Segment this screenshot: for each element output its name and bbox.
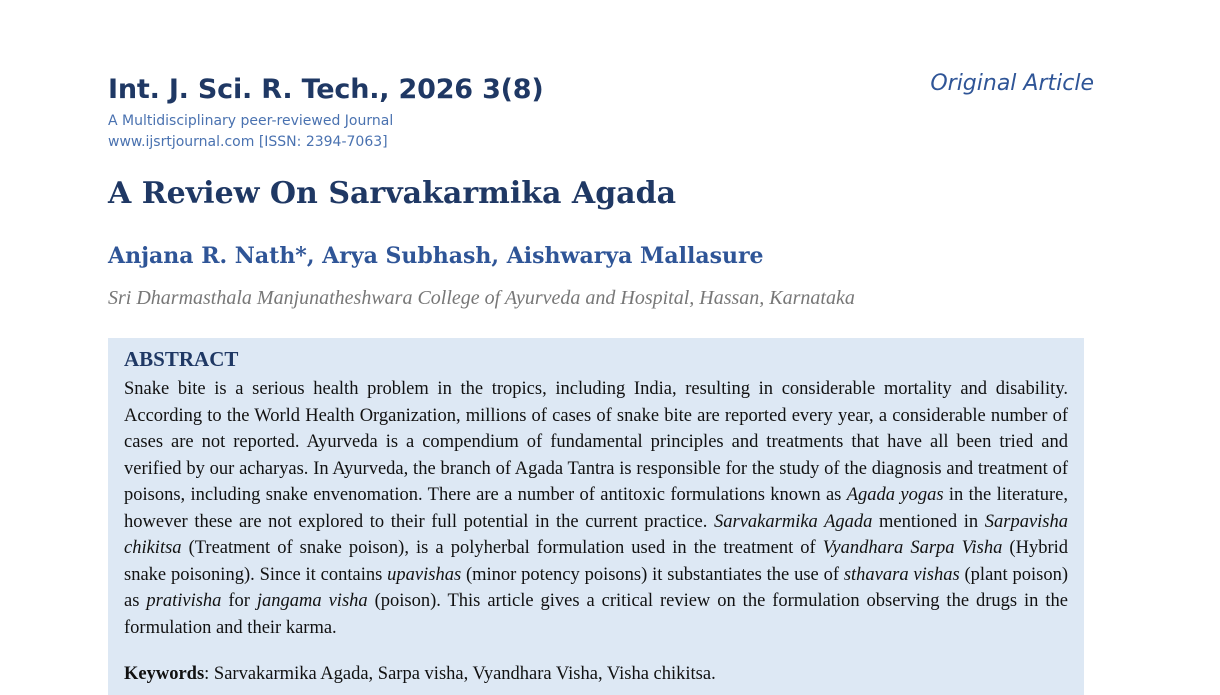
- journal-title: Int. J. Sci. R. Tech., 2026 3(8): [108, 74, 544, 105]
- abstract-italic-term: prativisha: [146, 591, 222, 611]
- journal-url: www.ijsrtjournal.com [ISSN: 2394-7063]: [108, 134, 388, 150]
- author-list: Anjana R. Nath*, Arya Subhash, Aishwarya Mallasure: [108, 243, 764, 269]
- abstract-text-segment: (poison). This article gives a critical review on the formulation observing the drugs in the formulation and their karma.: [124, 591, 1068, 638]
- abstract-text: [124, 376, 1068, 641]
- affiliation: Sri Dharmasthala Manjunatheshwara College of Ayurveda and Hospital, Hassan, Karnataka: [108, 287, 855, 309]
- abstract-text-segment: (Treatment of snake poison), is a polyherbal formulation used in the treatment of: [181, 538, 823, 558]
- article-type-label: Original Article: [930, 71, 1094, 96]
- abstract-heading: ABSTRACT: [124, 347, 239, 371]
- keywords-label: Keywords: [124, 664, 205, 684]
- abstract-text-segment: for: [221, 591, 257, 611]
- abstract-italic-term: Sarpavisha chikitsa: [124, 511, 1068, 558]
- abstract-text-segment: mentioned in: [872, 511, 985, 532]
- journal-subtitle: A Multidisciplinary peer-reviewed Journal: [108, 113, 394, 129]
- keywords-text: : Sarvakarmika Agada, Sarpa visha, Vyandhara Visha, Visha chikitsa.: [204, 664, 716, 684]
- abstract-italic-term: Agada yogas: [846, 485, 944, 505]
- paper-title: A Review On Sarvakarmika Agada: [108, 176, 677, 211]
- abstract-italic-term: jangama visha: [256, 591, 368, 611]
- keywords-line: [124, 664, 1068, 685]
- abstract-italic-term: sthavara vishas: [843, 564, 960, 585]
- abstract-italic-term: Sarvakarmika Agada: [714, 511, 873, 532]
- abstract-italic-term: Vyandhara Sarpa Visha: [822, 538, 1003, 558]
- abstract-text-segment: (Hybrid snake poisoning). Since it contains: [124, 538, 1068, 585]
- abstract-text-segment: (minor potency poisons) it substantiates the use of: [461, 564, 844, 585]
- abstract-text-segment: Snake bite is a serious health problem in the tropics, including India, resulting in considerable mortality and disability. According to the World Health Organization, millions of cases of snake bite are reported every year, a considerable number of cases are not reported. Ayurveda is a compendium of fundamental principles and treatments that have all been tried and verified by our acharyas. In Ayurveda, the branch of Agada Tantra is responsible for the study of the diagnosis and treatment of poisons, including snake envenomation. There are a number of antitoxic formulations known as: [124, 379, 1068, 505]
- abstract-box: [108, 338, 1084, 695]
- abstract-text-segment: in the literature, however these are not explored to their full potential in the current practice.: [124, 485, 1068, 532]
- abstract-italic-term: upavishas: [387, 564, 462, 585]
- abstract-text-segment: (plant poison) as: [124, 564, 1069, 611]
